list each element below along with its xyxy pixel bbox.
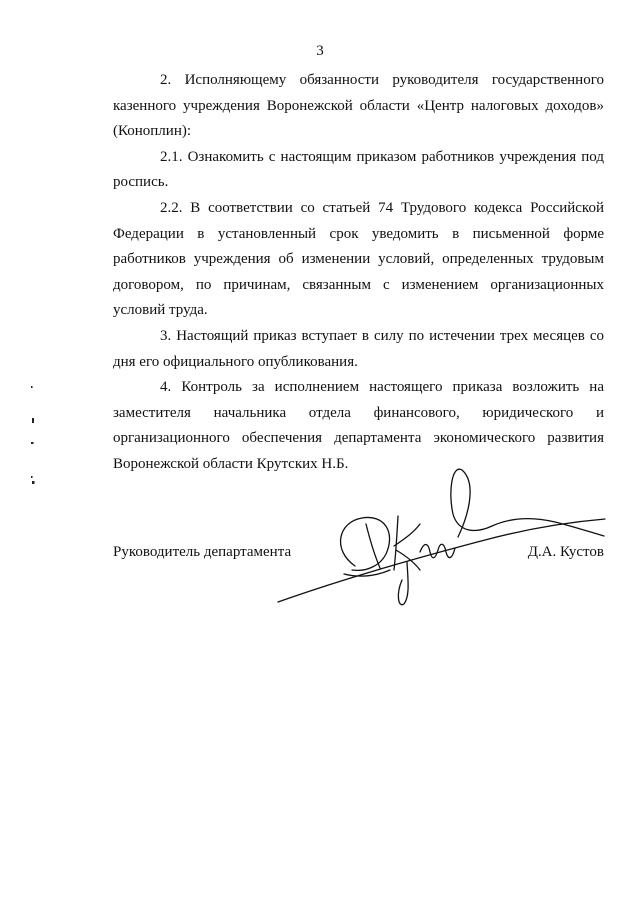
document-body: [113, 68, 604, 478]
scan-margin-marks: [0, 0, 60, 905]
paragraph-3: 3. Настоящий приказ вступает в силу по истечении трех месяцев со дня его официального опубликования.: [113, 327, 604, 370]
page-number: 3: [316, 43, 324, 59]
paragraph-2-2: 2.2. В соответствии со статьей 74 Трудового кодекса Российской Федерации в установленный срок уведомить в письменной форме работников учреждения об изменении условий, определенных трудовым договором, по причинам, связанным с изменением организационных условий труда.: [113, 199, 604, 319]
signatory-name: Д.А. Кустов: [527, 544, 604, 560]
signatory-title: Руководитель департамента: [113, 544, 292, 560]
paragraph-2-1: 2.1. Ознакомить с настоящим приказом работников учреждения под роспись.: [113, 148, 604, 191]
handwritten-signature: [270, 462, 610, 612]
paragraph-2: 2. Исполняющему обязанности руководителя государственного казенного учреждения Воронежской области «Центр налоговых доходов» (Коноплин):: [113, 72, 604, 140]
paragraph-4: 4. Контроль за исполнением настоящего приказа возложить на заместителя начальника отдела финансового, юридического и организационного обеспечения департамента экономического развития Воронежской области Крутских Н.Б.: [113, 379, 604, 472]
